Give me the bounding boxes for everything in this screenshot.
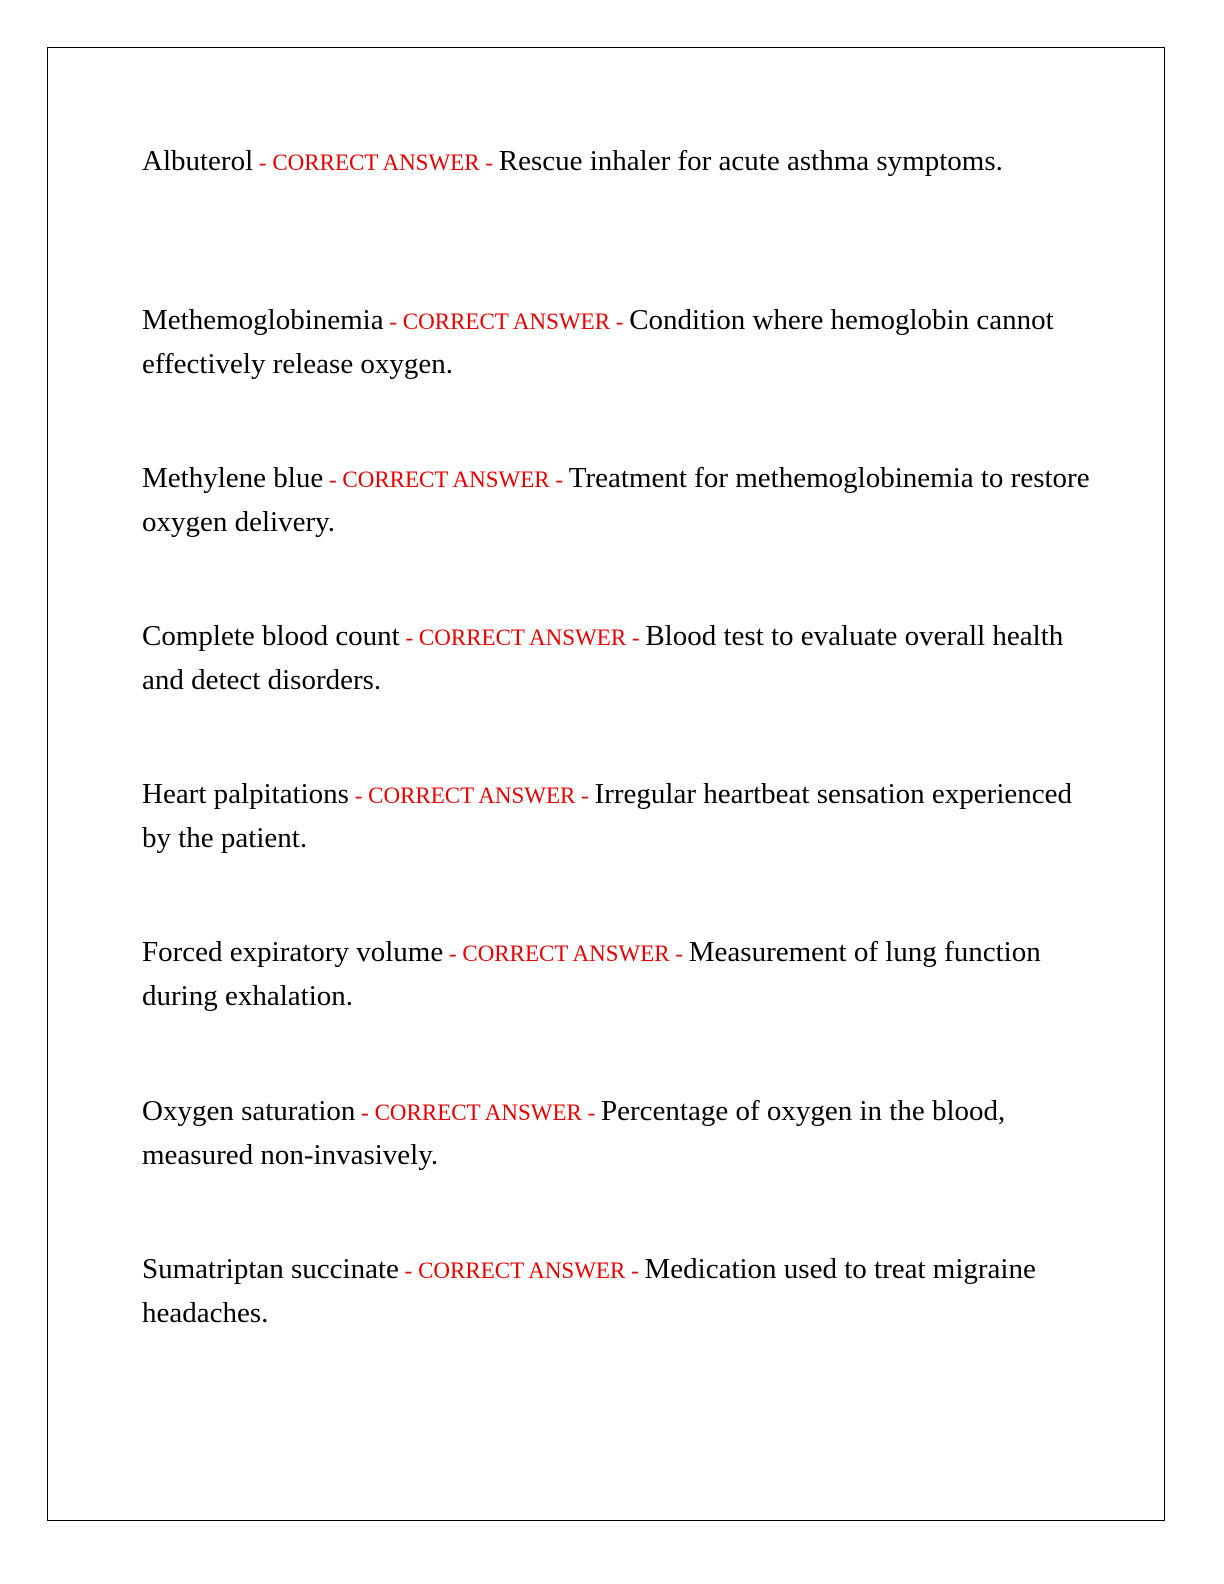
flashcard-entry — [142, 1248, 1092, 1334]
correct-answer-marker: - CORRECT ANSWER - — [398, 1258, 645, 1283]
flashcard-entry — [142, 457, 1092, 543]
entry-definition: Rescue inhaler for acute asthma symptoms. — [498, 145, 1003, 177]
correct-answer-marker: - CORRECT ANSWER - — [399, 625, 646, 650]
entry-term: Albuterol — [142, 145, 254, 177]
correct-answer-marker: - CORRECT ANSWER - — [253, 150, 499, 175]
flashcard-entry — [142, 140, 1092, 184]
correct-answer-marker: - CORRECT ANSWER - — [355, 1100, 601, 1125]
entry-definition: Percentage of oxygen in the blood, measured non-invasively. — [142, 1095, 1006, 1171]
entry-term: Heart palpitations — [142, 778, 349, 810]
entry-term: Complete blood count — [142, 620, 400, 652]
entry-term: Oxygen saturation — [142, 1095, 356, 1127]
correct-answer-marker: - CORRECT ANSWER - — [443, 941, 689, 966]
flashcard-entry — [142, 931, 1092, 1017]
entry-definition: Medication used to treat migraine headaches. — [142, 1253, 1036, 1329]
entry-term: Methylene blue — [142, 462, 324, 494]
entry-definition: Blood test to evaluate overall health and detect disorders. — [142, 620, 1064, 696]
flashcard-entry — [142, 299, 1092, 385]
entry-definition: Measurement of lung function during exhalation. — [142, 936, 1041, 1012]
correct-answer-marker: - CORRECT ANSWER - — [348, 783, 595, 808]
correct-answer-marker: - CORRECT ANSWER - — [383, 309, 630, 334]
flashcard-entry — [142, 615, 1092, 701]
entry-definition: Treatment for methemoglobinemia to restore oxygen delivery. — [142, 462, 1090, 538]
flashcard-entry — [142, 1090, 1092, 1176]
correct-answer-marker: - CORRECT ANSWER - — [323, 467, 569, 492]
entry-definition: Condition where hemoglobin cannot effectively release oxygen. — [142, 304, 1054, 380]
entry-term: Sumatriptan succinate — [142, 1253, 399, 1285]
entry-term: Methemoglobinemia — [142, 304, 384, 336]
flashcard-entry — [142, 773, 1092, 859]
entry-definition: Irregular heartbeat sensation experienced by the patient. — [142, 778, 1072, 854]
entry-term: Forced expiratory volume — [142, 936, 444, 968]
